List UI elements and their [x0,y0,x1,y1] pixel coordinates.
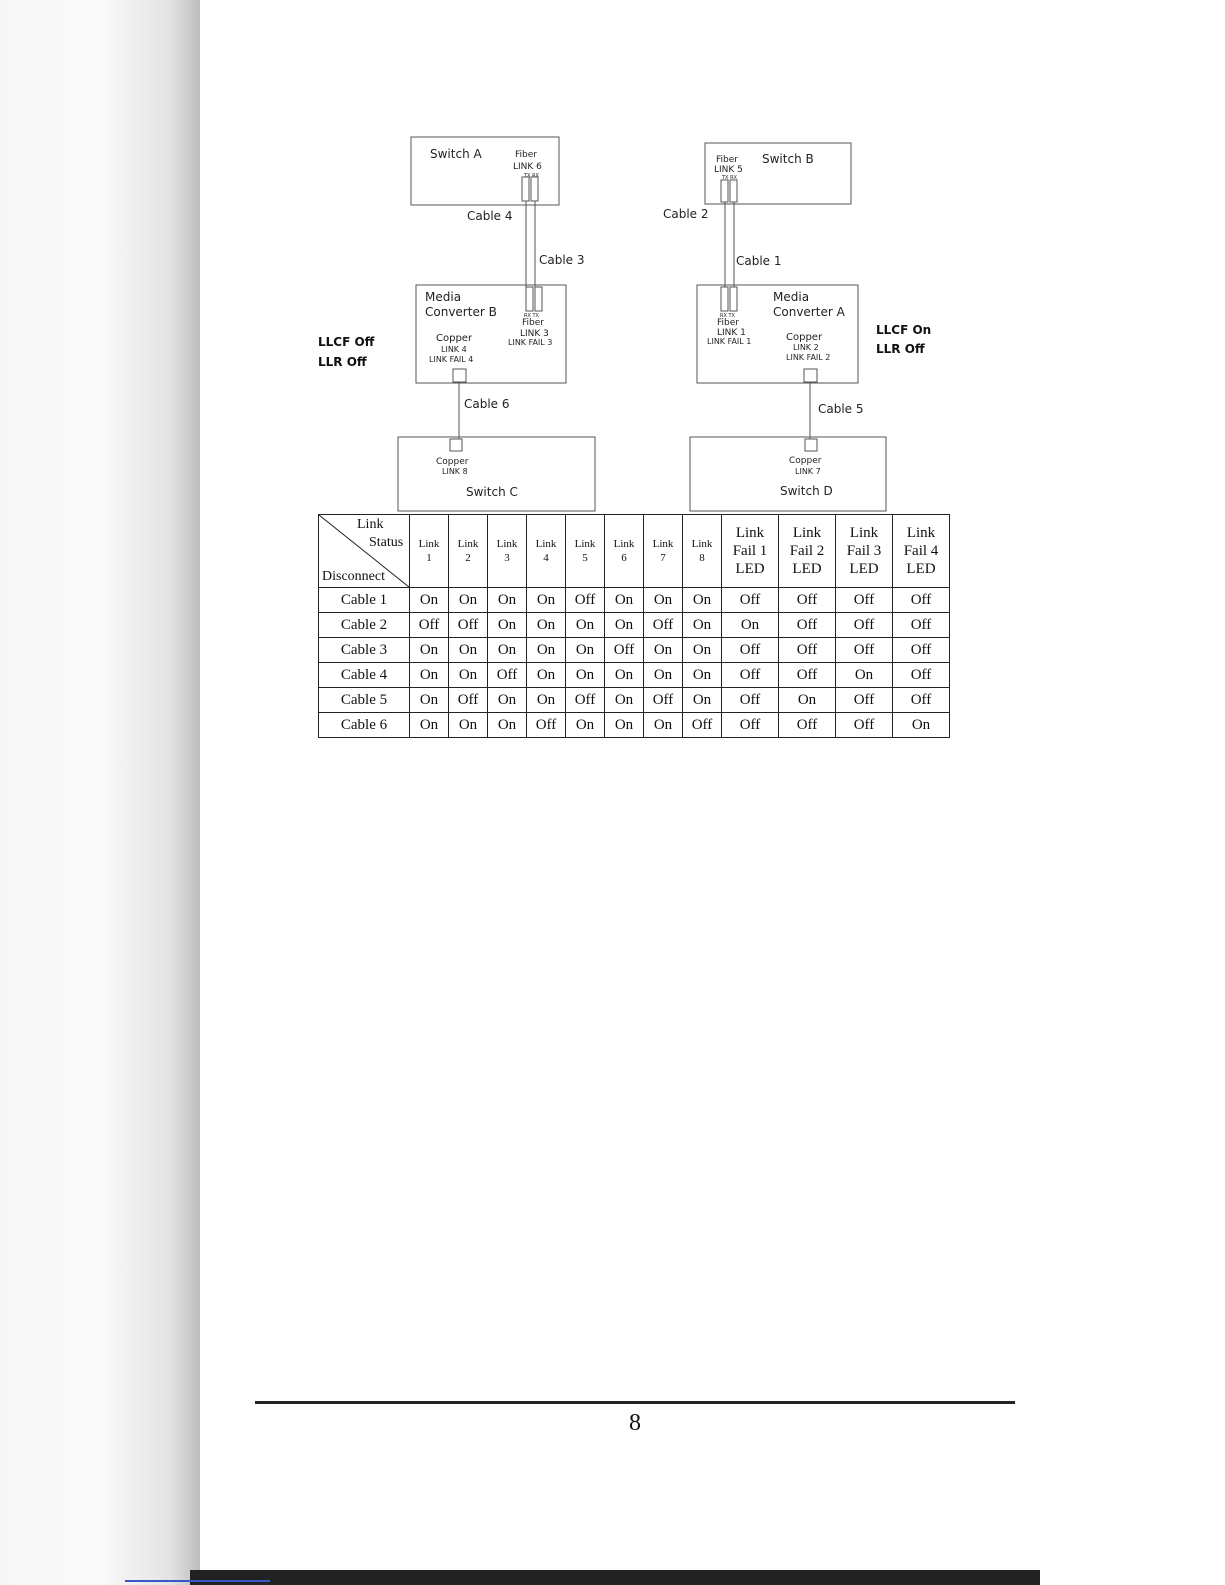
table-cell: On [449,638,488,663]
table-cell: On [722,613,779,638]
table-cell: Off [722,588,779,613]
table-cell: On [779,688,836,713]
table-cell: Off [836,713,893,738]
table-cell: On [644,663,683,688]
header-link-4: Link 4 [527,515,566,588]
switch-b-port-type: Fiber [716,155,738,165]
table-cell: Off [722,663,779,688]
table-cell: On [410,663,449,688]
switch-c-copper-port [450,439,462,451]
table-cell: On [449,663,488,688]
header-link-fail-3-led: Link Fail 3 LED [836,515,893,588]
corner-link-label: Link [357,517,384,532]
media-a-line1: Media [773,290,810,304]
row-label: Cable 3 [319,638,410,663]
media-a-copper-port [804,369,817,382]
table-row [319,613,950,638]
table-cell: Off [722,638,779,663]
table-cell: Off [836,588,893,613]
corner-disconnect-label: Disconnect [322,569,385,584]
table-cell: On [836,663,893,688]
table-cell: Off [836,688,893,713]
table-cell: Off [779,638,836,663]
table-cell: Off [893,663,950,688]
table-cell: On [683,638,722,663]
table-cell: On [644,713,683,738]
media-a-fiber-tx [730,287,737,311]
switch-b-port-tx [721,180,728,202]
cable-6-label: Cable 6 [464,397,510,411]
table-corner-cell [319,515,410,588]
cable-1-label: Cable 1 [736,254,782,268]
table-cell: On [527,613,566,638]
media-a-fiber-link: LINK 1 [717,328,746,338]
table-cell: Off [779,588,836,613]
footer-rule [255,1401,1015,1404]
header-link-7: Link 7 [644,515,683,588]
table-cell: On [488,638,527,663]
table-cell: Off [779,663,836,688]
left-llr-setting: LLR Off [318,355,367,369]
table-cell: Off [893,638,950,663]
switch-d-box [690,437,886,511]
row-label: Cable 5 [319,688,410,713]
media-b-fiber-fail: LINK FAIL 3 [508,338,553,347]
table-cell: Off [566,588,605,613]
header-link-fail-2-led: Link Fail 2 LED [779,515,836,588]
media-a-copper-fail: LINK FAIL 2 [786,353,831,362]
media-b-rxtx: RX TX [524,313,539,319]
scan-bottom-edge [125,1580,270,1582]
switch-a-title: Switch A [430,147,482,161]
table-header-row [319,515,950,588]
table-cell: Off [836,613,893,638]
switch-d-title: Switch D [780,484,833,498]
media-a-fiber: Fiber [717,318,739,328]
table-cell: Off [605,638,644,663]
scan-bottom-band [190,1570,1040,1585]
switch-b-txrx: TX RX [722,175,737,181]
row-label: Cable 4 [319,663,410,688]
switch-a-txrx: TX RX [524,173,539,179]
switch-c-box [398,437,595,511]
media-b-copper: Copper [436,333,473,344]
header-link-2: Link 2 [449,515,488,588]
table-cell: On [605,663,644,688]
table-cell: On [449,588,488,613]
table-row [319,588,950,613]
media-a-fiber-rx [721,287,728,311]
table-cell: Off [893,613,950,638]
table-cell: Off [449,688,488,713]
switch-d-copper: Copper [789,456,822,466]
switch-d-link: LINK 7 [795,467,821,476]
table-cell: On [605,613,644,638]
media-b-copper-link: LINK 4 [441,345,467,354]
cable-5-label: Cable 5 [818,402,864,416]
row-label: Cable 1 [319,588,410,613]
table-cell: Off [644,613,683,638]
table-cell: On [410,588,449,613]
switch-c-title: Switch C [466,485,518,499]
header-link-fail-4-led: Link Fail 4 LED [893,515,950,588]
media-b-line2: Converter B [425,305,497,319]
table-cell: On [527,588,566,613]
table-cell: Off [566,688,605,713]
table-cell: On [488,588,527,613]
table-cell: On [449,713,488,738]
table-row [319,688,950,713]
switch-c-copper: Copper [436,457,469,467]
table-cell: Off [893,588,950,613]
table-cell: Off [449,613,488,638]
switch-d-copper-port [805,439,817,451]
media-b-fiber-link: LINK 3 [520,329,549,339]
cable-4-label: Cable 4 [467,209,513,223]
table-cell: On [488,713,527,738]
header-link-3: Link 3 [488,515,527,588]
table-cell: Off [527,713,566,738]
media-b-fiber-rx [526,287,533,311]
switch-a-port-tx [522,177,529,201]
table-cell: On [605,713,644,738]
media-b-copper-port [453,369,466,382]
media-b-line1: Media [425,290,462,304]
media-a-fiber-fail: LINK FAIL 1 [707,337,752,346]
table-cell: On [644,588,683,613]
switch-b-port-rx [730,180,737,202]
link-status-table [318,514,950,738]
table-cell: On [893,713,950,738]
corner-status-label: Status [369,535,404,550]
switch-c-link: LINK 8 [442,467,468,476]
media-b-fiber-tx [535,287,542,311]
left-llcf-setting: LLCF Off [318,335,375,349]
table-cell: On [488,688,527,713]
header-link-1: Link 1 [410,515,449,588]
media-a-copper: Copper [786,332,823,343]
header-link-fail-1-led: Link Fail 1 LED [722,515,779,588]
switch-b-title: Switch B [762,152,814,166]
media-b-fiber: Fiber [522,318,544,328]
table-cell: Off [722,713,779,738]
switch-b-link: LINK 5 [714,165,743,175]
table-row [319,663,950,688]
table-cell: On [527,688,566,713]
media-a-copper-link: LINK 2 [793,343,819,352]
switch-a-link: LINK 6 [513,162,542,172]
table-cell: On [644,638,683,663]
table-cell: On [683,663,722,688]
switch-a-port-type: Fiber [515,150,537,160]
table-cell: On [605,588,644,613]
table-cell: On [683,688,722,713]
table-cell: Off [779,613,836,638]
table-cell: On [566,638,605,663]
switch-a-port-rx [531,177,538,201]
table-cell: Off [644,688,683,713]
table-cell: On [605,688,644,713]
cable-3-label: Cable 3 [539,253,585,267]
table-cell: On [566,613,605,638]
media-b-copper-fail: LINK FAIL 4 [429,355,474,364]
table-cell: On [566,713,605,738]
right-llcf-setting: LLCF On [876,323,932,337]
header-link-6: Link 6 [605,515,644,588]
table-cell: Off [836,638,893,663]
table-cell: On [488,613,527,638]
page-number: 8 [629,1410,641,1436]
media-a-rxtx: RX TX [720,313,735,319]
row-label: Cable 2 [319,613,410,638]
table-cell: On [527,638,566,663]
cable-2-label: Cable 2 [663,207,709,221]
table-cell: On [410,688,449,713]
table-cell: On [410,713,449,738]
table-cell: Off [488,663,527,688]
table-cell: On [527,663,566,688]
right-llr-setting: LLR Off [876,342,925,356]
table-cell: On [566,663,605,688]
table-cell: Off [893,688,950,713]
table-cell: On [683,613,722,638]
table-cell: On [410,638,449,663]
header-link-8: Link 8 [683,515,722,588]
table-cell: Off [722,688,779,713]
table-cell: On [683,588,722,613]
header-link-5: Link 5 [566,515,605,588]
table-row [319,638,950,663]
table-row [319,713,950,738]
row-label: Cable 6 [319,713,410,738]
network-diagram [0,0,1225,520]
table-cell: Off [683,713,722,738]
table-cell: Off [410,613,449,638]
media-a-line2: Converter A [773,305,845,319]
table-cell: Off [779,713,836,738]
